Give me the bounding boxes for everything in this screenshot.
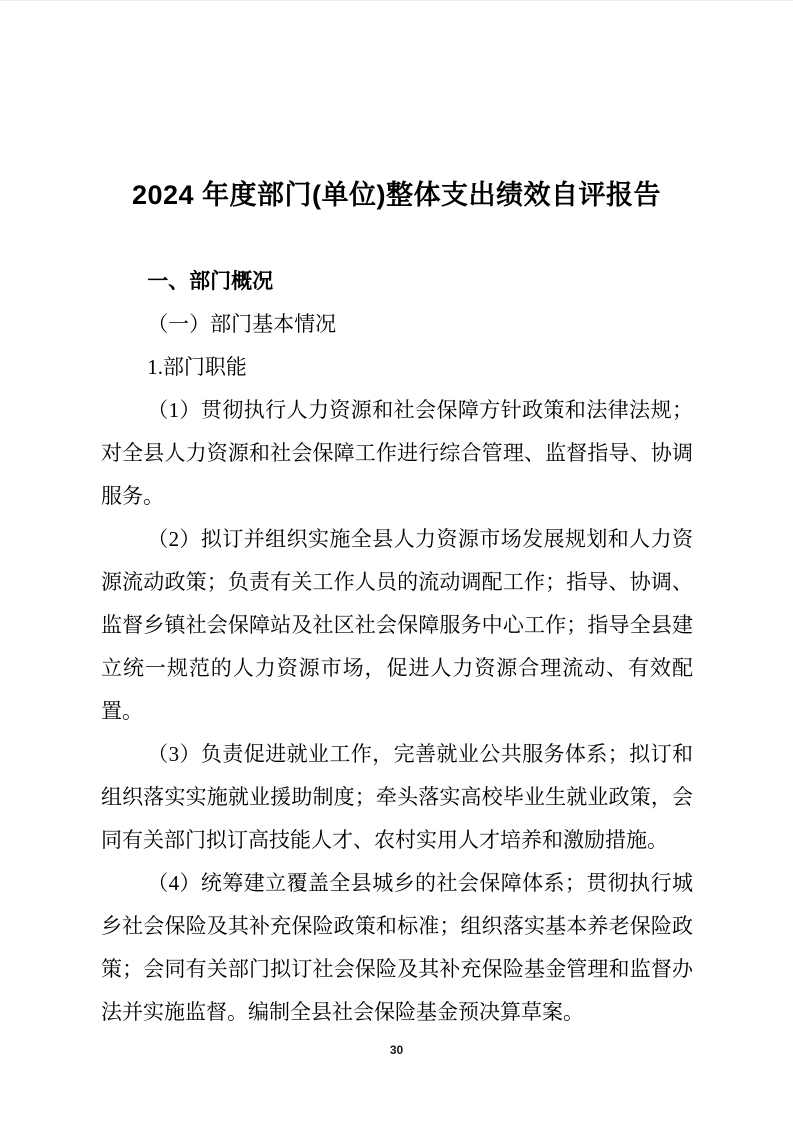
- section-heading-department-overview: 一、部门概况: [147, 269, 274, 293]
- paragraph-function-2: （2）拟订并组织实施全县人力资源市场发展规划和人力资源流动政策；负责有关工作人员的流动调配工作；指导、协调、监督乡镇社会保障站及社区社会保障服务中心工作；指导全县建立统一规范的人力资源市场，促进人力资源合理流动、有效配置。: [101, 527, 693, 723]
- paragraph-function-1: （1）贯彻执行人力资源和社会保障方针政策和法律法规；对全县人力资源和社会保障工作进行综合管理、监督指导、协调服务。: [101, 398, 693, 508]
- page-number: 30: [389, 1043, 404, 1057]
- paragraph-function-4: （4）统筹建立覆盖全县城乡的社会保障体系；贯彻执行城乡社会保险及其补充保险政策和标准；组织落实基本养老保险政策；会同有关部门拟订社会保险及其补充保险基金管理和监督办法并实施监督。编制全县社会保险基金预决算草案。: [101, 871, 693, 1024]
- document-title: 2024 年度部门(单位)整体支出绩效自评报告: [131, 180, 662, 210]
- subsection-heading-basic-situation: （一）部门基本情况: [147, 312, 337, 336]
- page-footer: [0, 1041, 793, 1059]
- paragraph-function-3: （3）负责促进就业工作，完善就业公共服务体系；拟订和组织落实实施就业援助制度；牵头落实高校毕业生就业政策，会同有关部门拟订高技能人才、农村实用人才培养和激励措施。: [101, 742, 693, 852]
- document-body: [101, 260, 693, 1034]
- item-heading-department-functions: 1.部门职能: [147, 355, 247, 379]
